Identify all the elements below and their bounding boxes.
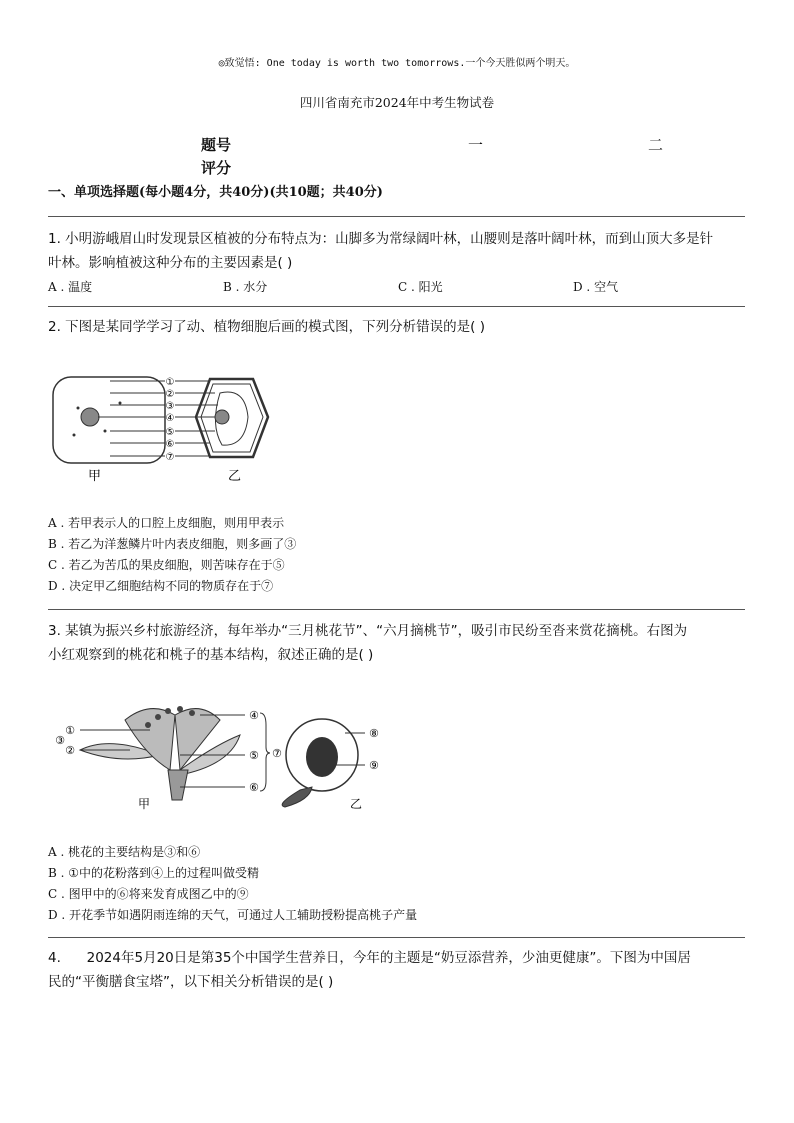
caption-right: 乙 [350,797,363,811]
option-a[interactable]: A . 桃花的主要结构是③和⑥ [48,845,201,859]
question-3-options [48,842,748,926]
option-a[interactable]: A . 若甲表示人的口腔上皮细胞，则用甲表示 [48,516,285,530]
receptacle [168,770,188,800]
question-1-line1: 1. 小明游峨眉山时发现景区植被的分布特点为：山脚多为常绿阔叶林，山腰则是落叶阔叶林，而到山顶大多是针 [48,231,714,247]
flower-label-1: ① [65,724,75,737]
flower-label-6: ⑥ [249,781,259,794]
cell-diagram [50,365,280,490]
question-3-line1: 3. 某镇为振兴乡村旅游经济，每年举办“三月桃花节”、“六月摘桃节”，吸引市民纷至沓来赏花摘桃。右图为 [48,623,688,639]
option-c[interactable]: C . 若乙为苦瓜的果皮细胞，则苦味存在于⑤ [48,558,285,572]
page-title: 四川省南充市2024年中考生物试卷 [299,95,495,110]
score-row2-label: 评分 [201,159,232,177]
plant-cell-membrane [201,384,263,452]
flower-label-7: ⑦ [272,747,282,760]
cell-label-7: ⑦ [165,452,175,463]
option-b[interactable]: B . ①中的花粉落到④上的过程叫做受精 [48,866,260,880]
section-heading: 一、单项选择题(每小题4分，共40分)(共10题；共40分) [48,185,383,200]
cell-label-1: ① [165,377,175,388]
score-col2: 二 [648,136,664,154]
cell-label-5: ⑤ [165,427,175,438]
header-note: ◎致觉悟: One today is worth two tomorrows.一个今天胜似两个明天。 [218,58,576,69]
divider [48,306,745,307]
option-c[interactable]: C . 图甲中的⑥将来发育成图乙中的⑨ [48,887,249,901]
question-4-line2: 民的“平衡膳食宝塔”，以下相关分析错误的是( ) [48,974,334,990]
question-4-line1: 4. 2024年5月20日是第35个中国学生营养日，今年的主题是“奶豆添营养，少油更健康”。下图为中国居 [48,950,691,966]
plant-cell-wall [196,379,268,457]
divider [48,937,745,938]
option-d[interactable]: D . 空气 [573,280,619,294]
animal-cell-membrane [53,377,165,463]
question-3-line2: 小红观察到的桃花和桃子的基本结构，叙述正确的是( ) [48,647,374,663]
fruit-label-8: ⑧ [369,727,379,740]
option-a[interactable]: A . 温度 [48,280,93,294]
divider [48,216,745,217]
question-1-line2: 叶林。影响植被这种分布的主要因素是( ) [48,255,293,271]
divider [48,609,745,610]
flower-label-4: ④ [249,709,259,722]
caption-right: 乙 [228,469,242,484]
cell-label-2: ② [165,389,175,400]
flower-label-3: ③ [55,734,65,747]
cell-label-3: ③ [165,401,175,412]
question-2 [48,315,748,339]
question-3 [48,619,748,667]
option-c[interactable]: C . 阳光 [398,280,443,294]
flower-label-2: ② [65,744,75,757]
question-1 [48,227,748,299]
score-row1-label: 题号 [201,136,232,154]
caption-left: 甲 [138,797,151,811]
question-2-options [48,513,748,597]
question-4 [48,946,748,994]
option-b[interactable]: B . 水分 [223,280,268,294]
score-col1: 一 [468,136,484,154]
flower-fruit-diagram [50,695,390,815]
option-d[interactable]: D . 决定甲乙细胞结构不同的物质存在于⑦ [48,579,274,593]
question-2-line1: 2. 下图是某同学学习了动、植物细胞后画的模式图，下列分析错误的是( ) [48,319,485,335]
leaf [282,787,312,807]
option-b[interactable]: B . 若乙为洋葱鳞片叶内表皮细胞，则多画了③ [48,537,297,551]
cell-label-6: ⑥ [165,439,175,450]
fruit-seed [306,737,338,777]
option-d[interactable]: D . 开花季节如遇阴雨连绵的天气，可通过人工辅助授粉提高桃子产量 [48,908,418,922]
caption-left: 甲 [88,469,102,484]
fruit-label-9: ⑨ [369,759,379,772]
flower-label-5: ⑤ [249,749,259,762]
plant-cell-nucleus [215,410,229,424]
animal-cell-nucleus [81,408,99,426]
cell-label-4: ④ [165,413,175,424]
